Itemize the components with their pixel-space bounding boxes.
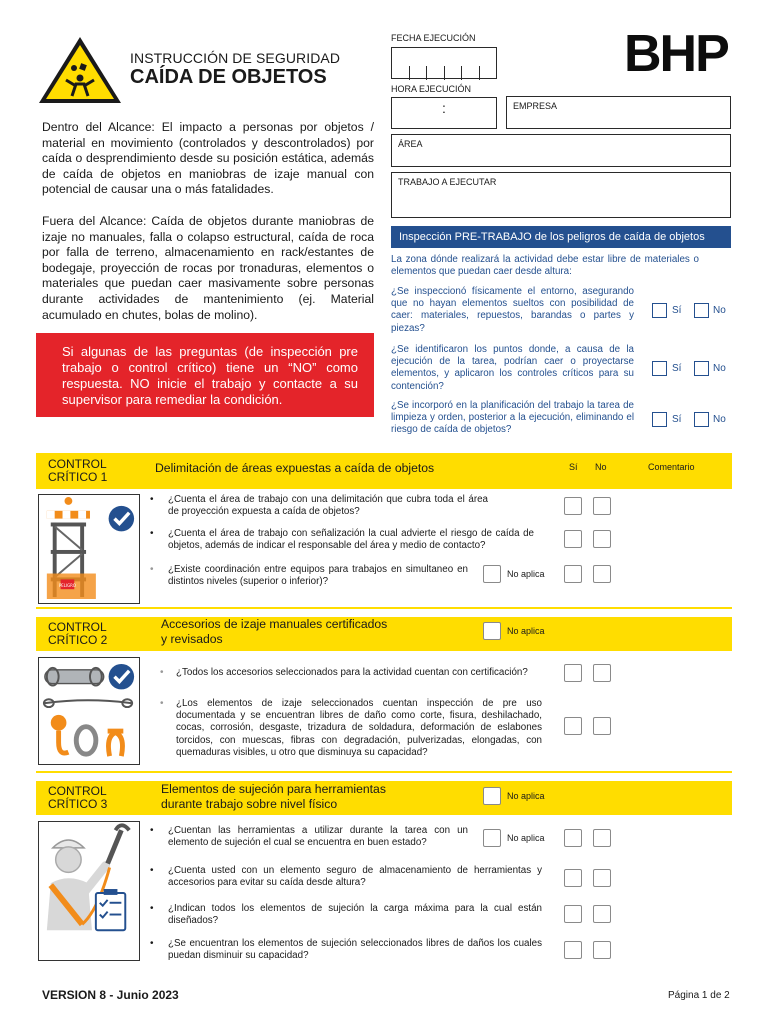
scope-outside: Fuera del Alcance: Caída de objetos durante maniobras de izaje no manuales, falla o colapso estructural, caída de roca por falla de terreno, almacenamiento en rack/estantes de bodegaje, proyección de rocas por tronaduras, elementos o materiales que puedan caer masivamente sobre personas durante actividades de mantenimiento (ej. Material acumulado en chutes, bolas de molino). <box>42 214 374 322</box>
no-aplica-label: No aplica <box>507 833 545 843</box>
cc1-question-2: ¿Cuenta el área de trabajo con señalización la cual advierte el riesgo de caída de objetos, además de indicar el responsable del área y medio de contacto? <box>168 528 534 552</box>
checkmark-icon <box>109 506 134 531</box>
empresa-label: EMPRESA <box>513 101 558 111</box>
cc3-q1-no-aplica-checkbox[interactable] <box>483 829 501 847</box>
prework-title: Inspección PRE-TRABAJO de los peligros de caída de objetos <box>391 226 731 248</box>
checkmark-icon <box>109 664 134 689</box>
prework-q1-no-checkbox[interactable] <box>694 303 709 318</box>
hora-separator: : <box>442 100 446 116</box>
danger-sign-text: PELIGRO <box>58 583 76 589</box>
version-label: VERSION 8 - Junio 2023 <box>42 988 179 1002</box>
cc3-question-1: ¿Cuentan las herramientas a utilizar durante la tarea con un elemento de sujeción el cual se encuentra en buen estado? <box>168 825 468 849</box>
scaffold-barrier-icon <box>38 494 140 604</box>
cc2-q2-no-checkbox[interactable] <box>593 717 611 735</box>
cc2-label: CONTROL CRÍTICO 2 <box>48 620 108 647</box>
cc3-label: CONTROL CRÍTICO 3 <box>48 784 108 811</box>
prework-lead: La zona dónde realizará la actividad debe estar libre de materiales o elementos que puedan caer desde altura: <box>391 254 699 278</box>
cc3-q4-no-checkbox[interactable] <box>593 941 611 959</box>
no-label: No <box>713 414 726 425</box>
fecha-label: FECHA EJECUCIÓN <box>391 33 476 43</box>
cc3-q2-si-checkbox[interactable] <box>564 869 582 887</box>
area-label: ÁREA <box>398 139 423 149</box>
cc3-q3-si-checkbox[interactable] <box>564 905 582 923</box>
sling-shackle-icon <box>38 657 140 765</box>
prework-question-1: ¿Se inspeccionó físicamente el entorno, asegurando que no hayan elementos sueltos con posibilidad de caer: materiales, repuestos, barandas o partes y piezas? <box>391 286 634 334</box>
cc1-q3-no-checkbox[interactable] <box>593 565 611 583</box>
trabajo-field[interactable] <box>391 172 731 218</box>
prework-question-3: ¿Se incorporó en la planificación del trabajo la tarea de limpieza y orden, posterior a la ejecución, eliminando el riesgo de caída de objetos? <box>391 400 634 436</box>
fecha-field[interactable] <box>391 47 497 79</box>
cc1-title: Delimitación de áreas expuestas a caída de objetos <box>155 461 435 475</box>
cc1-q3-si-checkbox[interactable] <box>564 565 582 583</box>
prework-q1-yes-checkbox[interactable] <box>652 303 667 318</box>
cc1-separator <box>36 607 732 609</box>
cc2-q1-si-checkbox[interactable] <box>564 664 582 682</box>
column-si: Sí <box>569 462 578 472</box>
cc3-q4-si-checkbox[interactable] <box>564 941 582 959</box>
warning-falling-objects-icon <box>36 34 124 106</box>
cc2-no-aplica-checkbox[interactable] <box>483 622 501 640</box>
yes-label: Sí <box>672 305 682 316</box>
empresa-field[interactable] <box>506 96 731 129</box>
cc3-q1-no-checkbox[interactable] <box>593 829 611 847</box>
yes-label: Sí <box>672 363 682 374</box>
hora-label: HORA EJECUCIÓN <box>391 84 472 94</box>
prework-q2-no-checkbox[interactable] <box>694 361 709 376</box>
cc3-question-2: ¿Cuenta usted con un elemento seguro de almacenamiento de herramientas y accesorios para evitar su caída desde altura? <box>168 865 542 889</box>
hora-field[interactable] <box>391 97 497 129</box>
cc2-q1-no-checkbox[interactable] <box>593 664 611 682</box>
cc1-q3-no-aplica-checkbox[interactable] <box>483 565 501 583</box>
no-label: No <box>713 305 726 316</box>
column-comentario: Comentario <box>648 462 695 472</box>
cc3-question-4: ¿Se encuentran los elementos de sujeción seleccionados libres de daños los cuales puedan disminuir su capacidad? <box>168 938 542 962</box>
cc2-title: Accesorios de izaje manuales certificados y revisados <box>161 617 388 646</box>
no-aplica-label: No aplica <box>507 791 545 801</box>
cc2-question-2: ¿Los elementos de izaje seleccionados cuentan inspección de pre uso documentada y se encuentran libres de daño como corte, fisura, deshilachado, cocas, corrosión, desgaste, trizadura de soldadura, deformación de eslabones torcidos, con muescas, fibras con degradación, pulverizadas, elongadas, con quemaduras visibles, u otro que disminuya su capacidad? <box>176 698 542 758</box>
no-aplica-label: No aplica <box>507 569 545 579</box>
document-subtitle: INSTRUCCIÓN DE SEGURIDAD <box>130 50 341 66</box>
cc1-q2-si-checkbox[interactable] <box>564 530 582 548</box>
page-number: Página 1 de 2 <box>668 990 730 1001</box>
no-aplica-label: No aplica <box>507 626 545 636</box>
cc3-q1-si-checkbox[interactable] <box>564 829 582 847</box>
cc1-question-1: ¿Cuenta el área de trabajo con una delimitación que cubra toda el área de proyección expuesta a caída de objetos? <box>168 494 488 518</box>
cc1-q1-si-checkbox[interactable] <box>564 497 582 515</box>
trabajo-label: TRABAJO A EJECUTAR <box>398 177 497 187</box>
prework-q2-yes-checkbox[interactable] <box>652 361 667 376</box>
cc1-q2-no-checkbox[interactable] <box>593 530 611 548</box>
cc1-q1-no-checkbox[interactable] <box>593 497 611 515</box>
alert-box: Si algunas de las preguntas (de inspección pre trabajo o control crítico) tiene un “NO” como respuesta. NO inicie el trabajo y contacte a su supervisor para remediar la condición. <box>36 333 374 417</box>
prework-q3-no-checkbox[interactable] <box>694 412 709 427</box>
cc3-q3-no-checkbox[interactable] <box>593 905 611 923</box>
area-field[interactable] <box>391 134 731 167</box>
bhp-logo: BHP <box>624 25 728 83</box>
yes-label: Sí <box>672 414 682 425</box>
cc3-title: Elementos de sujeción para herramientas durante trabajo sobre nivel físico <box>161 782 386 811</box>
cc1-label: CONTROL CRÍTICO 1 <box>48 457 108 484</box>
cc2-q2-si-checkbox[interactable] <box>564 717 582 735</box>
scope-inside: Dentro del Alcance: El impacto a personas por objetos / material en movimiento (controlados y descontrolados) por caída o desprendimiento desde su posición estática, además de caída de objetos en maniobras de izaje manual con potencial de causar una o más fatalidades. <box>42 120 374 197</box>
cc3-no-aplica-checkbox[interactable] <box>483 787 501 805</box>
no-label: No <box>713 363 726 374</box>
prework-question-2: ¿Se identificaron los puntos donde, a causa de la ejecución de la tarea, podrían caer o proyectarse elementos, y aplicaron los controles críticos para su contención? <box>391 344 634 392</box>
document-title: CAÍDA DE OBJETOS <box>130 66 327 88</box>
cc2-question-1: ¿Todos los accesorios seleccionados para la actividad cuentan con certificación? <box>176 667 528 678</box>
cc3-question-3: ¿Indican todos los elementos de sujeción la carga máxima para la cual están diseñados? <box>168 903 542 927</box>
cc3-q2-no-checkbox[interactable] <box>593 869 611 887</box>
column-no: No <box>595 462 607 472</box>
prework-q3-yes-checkbox[interactable] <box>652 412 667 427</box>
cc1-question-3: ¿Existe coordinación entre equipos para trabajos en simultaneo en distintos niveles (superior o inferior)? <box>168 564 468 588</box>
tool-lanyard-worker-icon <box>38 821 140 961</box>
cc2-separator <box>36 771 732 773</box>
